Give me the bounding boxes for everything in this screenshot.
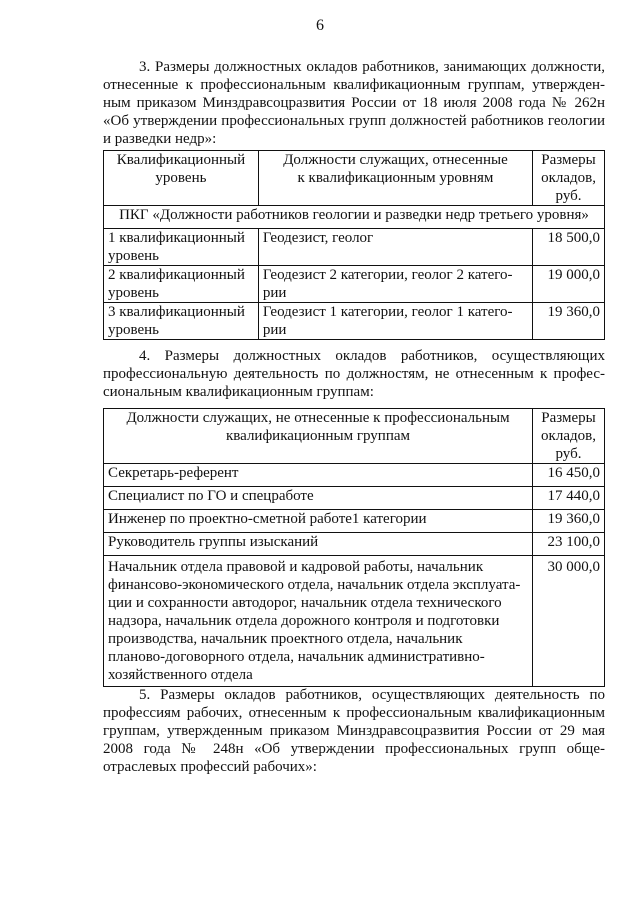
salary-cell: 30 000,0 xyxy=(533,556,605,687)
cell-text: уровень xyxy=(108,285,160,301)
level-cell xyxy=(104,266,259,303)
header-text: к квалификационным уровням xyxy=(297,170,494,186)
group-title: ПКГ «Должности работников геологии и разведки недр третьего уровня» xyxy=(104,206,605,229)
salary-cell: 17 440,0 xyxy=(533,487,605,510)
header-text: Должности служащих, отнесенные xyxy=(283,152,508,168)
cell-text: ции и сохранности автодорог, начальник отдела технического xyxy=(108,595,502,611)
table-row xyxy=(104,487,605,510)
section-5-line: 2008 года № 248н «Об утверждении профессиональных групп обще- xyxy=(103,741,605,757)
section-5-line: 5. Размеры окладов работников, осуществляющих деятельность по xyxy=(139,687,605,703)
position-cell xyxy=(104,556,533,687)
level-cell xyxy=(104,303,259,340)
header-text: Размеры xyxy=(541,410,596,426)
header-text: руб. xyxy=(555,446,582,462)
salary-cell: 23 100,0 xyxy=(533,533,605,556)
page-number: 6 xyxy=(316,17,324,34)
header-text: окладов, xyxy=(541,170,596,186)
table-row xyxy=(104,533,605,556)
cell-text: 1 квалификационный xyxy=(108,230,245,246)
section-4-line: профессиональную деятельность по должностям, не отнесенным к профес- xyxy=(103,366,605,382)
cell-text: уровень xyxy=(108,248,160,264)
table-row xyxy=(104,266,605,303)
header-positions xyxy=(258,151,532,206)
section-3-line: и разведки недр»: xyxy=(103,131,217,147)
cell-text: 3 квалификационный xyxy=(108,304,245,320)
section-3-text xyxy=(103,58,605,148)
cell-text: Начальник отдела правовой и кадровой работы, начальник xyxy=(108,559,484,575)
cell-text: хозяйственного отдела xyxy=(108,667,253,683)
header-text: Должности служащих, не отнесенные к профессиональным xyxy=(126,410,510,426)
geology-salary-table xyxy=(103,150,605,340)
section-3-line: «Об утверждении профессиональных групп должностей работников геологии xyxy=(103,113,605,129)
section-5-line: профессиям рабочих, отнесенным к профессиональным квалификационным xyxy=(103,705,605,721)
section-5-line: группам, утвержденным приказом Минздравсоцразвития России от 29 мая xyxy=(103,723,605,739)
header-salary xyxy=(533,151,605,206)
cell-text: рии xyxy=(262,285,287,301)
table-row xyxy=(104,556,605,687)
positions-cell xyxy=(258,303,532,340)
header-text: окладов, xyxy=(541,428,596,444)
salary-cell: 19 360,0 xyxy=(533,303,605,340)
cell-text: уровень xyxy=(108,322,160,338)
group-row xyxy=(104,206,605,229)
cell-text: финансово-экономического отдела, начальник отдела эксплуата- xyxy=(108,577,521,593)
salary-cell: 16 450,0 xyxy=(533,464,605,487)
header-text: Размеры xyxy=(541,152,596,168)
position-cell: Секретарь-референт xyxy=(104,464,533,487)
salary-cell: 19 000,0 xyxy=(533,266,605,303)
cell-text: планово-договорного отдела, начальник административно- xyxy=(108,649,485,665)
section-5-line: отраслевых профессий рабочих»: xyxy=(103,759,317,775)
section-3-line: отнесенные к профессиональным квалификационным группам, утвержден- xyxy=(103,77,605,93)
section-3-line: 3. Размеры должностных окладов работников, занимающих должности, xyxy=(139,59,605,75)
section-4-line: сиональным квалификационным группам: xyxy=(103,384,374,400)
level-cell xyxy=(104,229,259,266)
positions-cell xyxy=(258,229,532,266)
header-text: Квалификационный xyxy=(116,152,246,168)
position-cell: Специалист по ГО и спецработе xyxy=(104,487,533,510)
header-text: уровень xyxy=(155,170,207,186)
header-text: руб. xyxy=(555,188,582,204)
header-salary xyxy=(533,409,605,464)
cell-text: Геодезист 2 категории, геолог 2 катего- xyxy=(262,267,513,283)
other-positions-salary-table xyxy=(103,408,605,687)
header-positions xyxy=(104,409,533,464)
table-row xyxy=(104,229,605,266)
salary-cell: 18 500,0 xyxy=(533,229,605,266)
table-row xyxy=(104,510,605,533)
table-header-row xyxy=(104,409,605,464)
cell-text: Геодезист 1 категории, геолог 1 катего- xyxy=(262,304,513,320)
table-row xyxy=(104,464,605,487)
salary-cell: 19 360,0 xyxy=(533,510,605,533)
section-4-line: 4. Размеры должностных окладов работников, осуществляющих xyxy=(139,348,605,364)
position-cell: Руководитель группы изысканий xyxy=(104,533,533,556)
section-3-line: ным приказом Минздравсоцразвития России от 18 июля 2008 года № 262н xyxy=(103,95,605,111)
positions-cell xyxy=(258,266,532,303)
table-header-row xyxy=(104,151,605,206)
position-cell: Инженер по проектно-сметной работе1 категории xyxy=(104,510,533,533)
header-text: квалификационным группам xyxy=(225,428,411,444)
cell-text: Геодезист, геолог xyxy=(262,230,374,246)
cell-text: производства, начальник проектного отдела, начальник xyxy=(108,631,463,647)
cell-text: 2 квалификационный xyxy=(108,267,245,283)
cell-text: надзора, начальник отдела дорожного контроля и подготовки xyxy=(108,613,500,629)
table-row xyxy=(104,303,605,340)
header-level xyxy=(104,151,259,206)
section-4-text xyxy=(103,347,605,401)
cell-text: рии xyxy=(262,322,287,338)
section-5-text xyxy=(103,686,605,776)
